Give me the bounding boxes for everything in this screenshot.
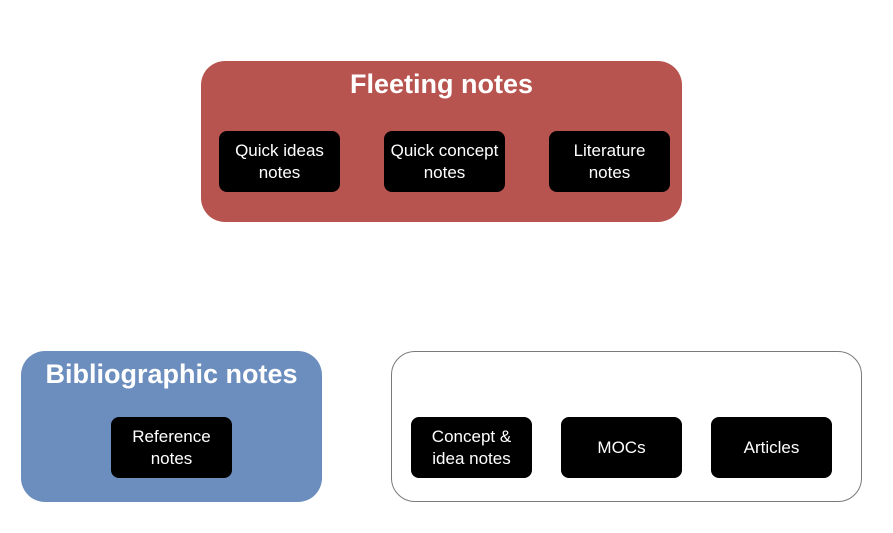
- mocs-node[interactable]: MOCs: [561, 417, 682, 478]
- literature-notes-node[interactable]: Literature notes: [549, 131, 670, 192]
- bibliographic-notes-title: Bibliographic notes: [45, 359, 298, 389]
- articles-node[interactable]: Articles: [711, 417, 832, 478]
- fleeting-notes-title: Fleeting notes: [349, 69, 533, 99]
- concept-idea-notes-node[interactable]: Concept & idea notes: [411, 417, 532, 478]
- reference-notes-node[interactable]: Reference notes: [111, 417, 232, 478]
- quick-concept-notes-node[interactable]: Quick concept notes: [384, 131, 505, 192]
- quick-ideas-notes-node[interactable]: Quick ideas notes: [219, 131, 340, 192]
